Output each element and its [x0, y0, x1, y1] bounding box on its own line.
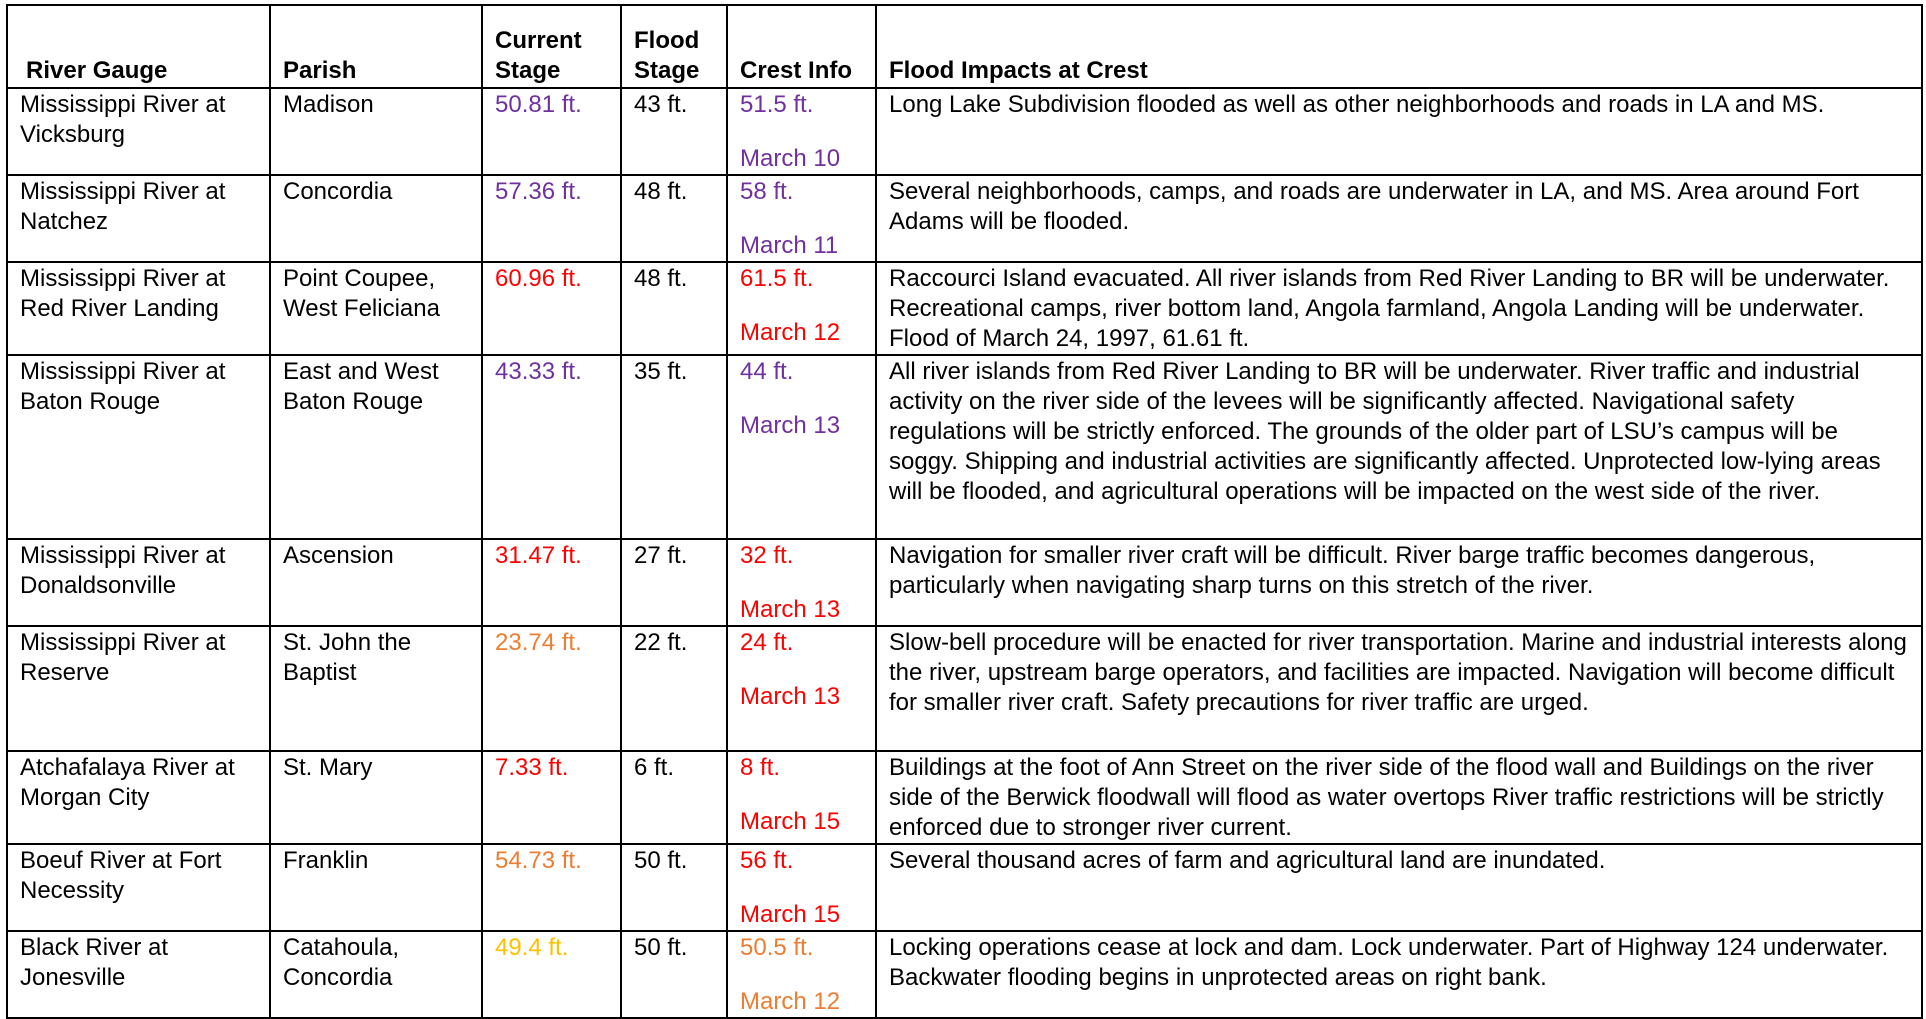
current-stage-cell: 43.33 ft. [482, 355, 621, 539]
flood-stage-cell: 48 ft. [621, 175, 727, 262]
parish-cell: Madison [270, 88, 482, 175]
header-parish: Parish [270, 5, 482, 88]
parish-cell: Concordia [270, 175, 482, 262]
header-river-gauge: River Gauge [7, 5, 270, 88]
table-row [7, 931, 1922, 1018]
crest-value: 24 ft. [740, 629, 794, 656]
current-stage-cell: 60.96 ft. [482, 262, 621, 355]
crest-value: 8 ft. [740, 754, 781, 781]
river-gauge-cell: Mississippi River at Vicksburg [7, 88, 270, 175]
parish-cell: Point Coupee, West Feliciana [270, 262, 482, 355]
flood-stage-cell: 22 ft. [621, 626, 727, 751]
crest-info-cell [727, 175, 876, 262]
table-row [7, 626, 1922, 751]
current-stage-cell: 50.81 ft. [482, 88, 621, 175]
river-gauge-cell: Black River at Jonesville [7, 931, 270, 1018]
crest-info-cell [727, 626, 876, 751]
parish-cell: Franklin [270, 844, 482, 931]
flood-stage-cell: 35 ft. [621, 355, 727, 539]
river-gauge-cell: Atchafalaya River at Morgan City [7, 751, 270, 844]
table-row [7, 751, 1922, 844]
flood-impacts-cell: Buildings at the foot of Ann Street on the river side of the flood wall and Buildings on the river side of the Berwick floodwall will flood as water overtops River traffic restrictions will be strictly enforced due to stronger river current. [876, 751, 1922, 844]
crest-info-cell [727, 88, 876, 175]
current-stage-cell: 54.73 ft. [482, 844, 621, 931]
current-stage-cell: 7.33 ft. [482, 751, 621, 844]
crest-value: 61.5 ft. [740, 265, 814, 292]
crest-date: March 11 [740, 232, 839, 259]
flood-stage-cell: 50 ft. [621, 931, 727, 1018]
crest-info-cell [727, 539, 876, 626]
flood-stage-cell: 43 ft. [621, 88, 727, 175]
flood-impacts-cell: Long Lake Subdivision flooded as well as other neighborhoods and roads in LA and MS. [876, 88, 1922, 175]
crest-date: March 13 [740, 412, 841, 439]
crest-date: March 13 [740, 596, 841, 623]
parish-cell: St. Mary [270, 751, 482, 844]
flood-impacts-cell: Locking operations cease at lock and dam. Lock underwater. Part of Highway 124 underwater. Backwater flooding begins in unprotected areas on right bank. [876, 931, 1922, 1018]
flood-impacts-cell: Navigation for smaller river craft will be difficult. River barge traffic becomes dangerous, particularly when navigating sharp turns on this stretch of the river. [876, 539, 1922, 626]
crest-date: March 12 [740, 988, 841, 1015]
crest-date: March 10 [740, 145, 841, 172]
crest-value: 44 ft. [740, 358, 794, 385]
header-flood-impacts: Flood Impacts at Crest [876, 5, 1922, 88]
header-crest-info: Crest Info [727, 5, 876, 88]
crest-value: 32 ft. [740, 542, 794, 569]
table-row [7, 355, 1922, 539]
parish-cell: Catahoula, Concordia [270, 931, 482, 1018]
crest-info-cell [727, 844, 876, 931]
crest-info-cell [727, 262, 876, 355]
flood-impacts-cell: Several neighborhoods, camps, and roads are underwater in LA, and MS. Area around Fort Adams will be flooded. [876, 175, 1922, 262]
crest-date: March 13 [740, 683, 841, 710]
crest-value: 56 ft. [740, 847, 794, 874]
crest-value: 58 ft. [740, 178, 794, 205]
header-row [7, 5, 1922, 88]
flood-impacts-cell: Several thousand acres of farm and agricultural land are inundated. [876, 844, 1922, 931]
river-gauge-cell: Mississippi River at Baton Rouge [7, 355, 270, 539]
flood-stage-cell: 48 ft. [621, 262, 727, 355]
header-current-stage: Current Stage [482, 5, 621, 88]
crest-info-cell [727, 751, 876, 844]
table-row [7, 262, 1922, 355]
flood-impacts-cell: Slow-bell procedure will be enacted for river transportation. Marine and industrial interests along the river, upstream barge operators, and facilities are impacted. Navigation will become difficult for smaller river craft. Safety precautions for river traffic are urged. [876, 626, 1922, 751]
crest-date: March 12 [740, 319, 841, 346]
header-flood-stage: Flood Stage [621, 5, 727, 88]
flood-stage-cell: 6 ft. [621, 751, 727, 844]
table-body [7, 88, 1922, 1018]
crest-date: March 15 [740, 901, 841, 928]
parish-cell: St. John the Baptist [270, 626, 482, 751]
current-stage-cell: 49.4 ft. [482, 931, 621, 1018]
table-row [7, 175, 1922, 262]
river-gauge-cell: Mississippi River at Natchez [7, 175, 270, 262]
river-gauge-cell: Boeuf River at Fort Necessity [7, 844, 270, 931]
crest-info-cell [727, 931, 876, 1018]
current-stage-cell: 31.47 ft. [482, 539, 621, 626]
table-row [7, 88, 1922, 175]
flood-stage-cell: 50 ft. [621, 844, 727, 931]
crest-value: 50.5 ft. [740, 934, 814, 961]
parish-cell: East and West Baton Rouge [270, 355, 482, 539]
crest-info-cell [727, 355, 876, 539]
river-gauge-cell: Mississippi River at Reserve [7, 626, 270, 751]
current-stage-cell: 23.74 ft. [482, 626, 621, 751]
flood-stage-cell: 27 ft. [621, 539, 727, 626]
table-row [7, 844, 1922, 931]
flood-table [6, 4, 1923, 1019]
river-gauge-cell: Mississippi River at Donaldsonville [7, 539, 270, 626]
crest-date: March 15 [740, 808, 841, 835]
current-stage-cell: 57.36 ft. [482, 175, 621, 262]
river-gauge-cell: Mississippi River at Red River Landing [7, 262, 270, 355]
flood-impacts-cell: All river islands from Red River Landing to BR will be underwater. River traffic and industrial activity on the river side of the levees will be significantly affected. Navigational safety regulations will be strictly enforced. The grounds of the older part of LSU’s campus will be soggy. Shipping and industrial activities are significantly affected. Unprotected low-lying areas will be flooded, and agricultural operations will be impacted on the west side of the river. [876, 355, 1922, 539]
parish-cell: Ascension [270, 539, 482, 626]
table-row [7, 539, 1922, 626]
flood-impacts-cell: Raccourci Island evacuated. All river islands from Red River Landing to BR will be underwater. Recreational camps, river bottom land, Angola farmland, Angola Landing will be underwater. Flood of March 24, 1997, 61.61 ft. [876, 262, 1922, 355]
crest-value: 51.5 ft. [740, 91, 814, 118]
